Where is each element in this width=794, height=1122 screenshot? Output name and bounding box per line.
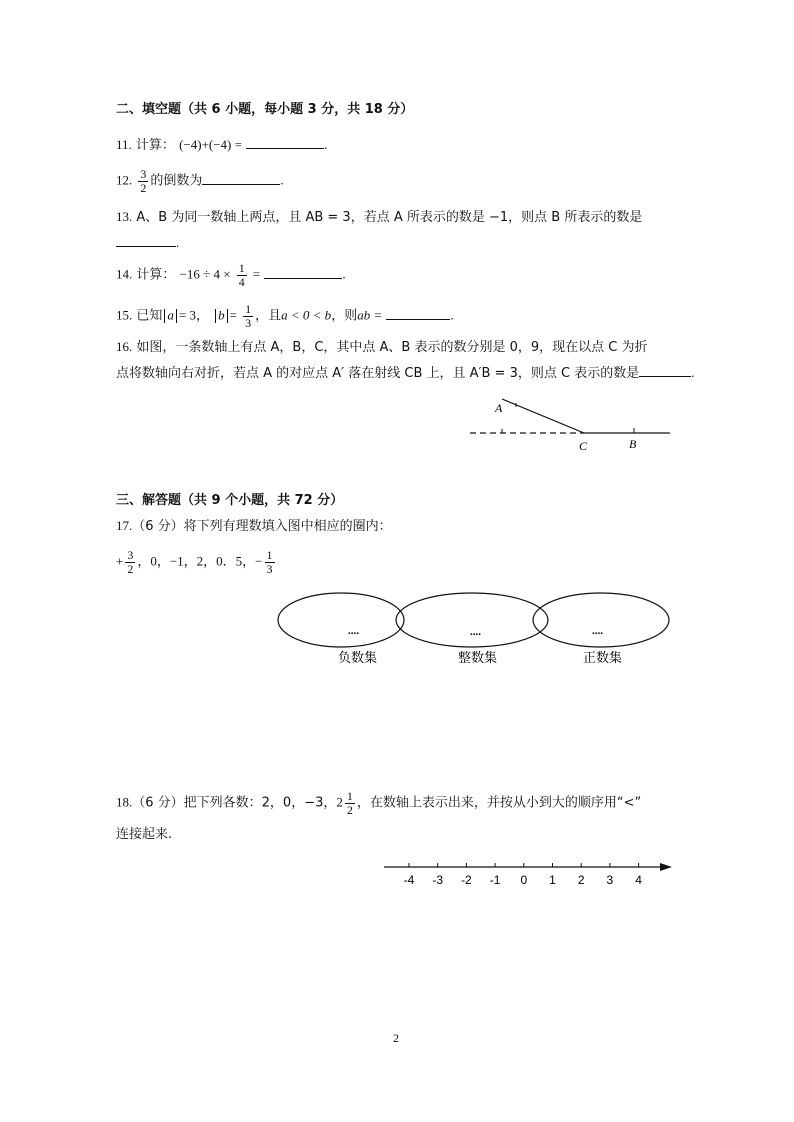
q14-answer-blank[interactable]: [264, 266, 342, 279]
label-c: C: [579, 439, 588, 453]
q17-frac-2: [265, 549, 275, 575]
section-3-title: 三、解答题（共 9 个小题，共 72 分）: [116, 493, 344, 508]
label-b: B: [629, 437, 637, 451]
q17-score: （6 分）: [132, 519, 184, 534]
q12-answer-blank[interactable]: [202, 172, 280, 185]
q15-answer-blank[interactable]: [386, 307, 450, 320]
question-17: [116, 519, 392, 533]
negative-set-dots: ....: [348, 625, 359, 637]
q15-number: 15.: [116, 307, 133, 323]
axis-tick-label: -4: [403, 873, 415, 887]
label-a: A: [495, 401, 503, 415]
integer-set-label: 整数集: [458, 651, 498, 666]
q15-eq1: = 3，: [178, 307, 209, 323]
q18-frac-num: 1: [346, 789, 353, 803]
question-16: [116, 340, 648, 354]
q13-answer-blank[interactable]: [116, 234, 176, 247]
q16-text-line1: 如图，一条数轴上有点 A，B，C，其中点 A、B 表示的数分别是 0，9，现在以点 C 为折: [136, 340, 648, 355]
q11-number: 11.: [116, 137, 132, 152]
q17-frac2-num: 1: [266, 548, 273, 562]
folded-segment: [502, 399, 584, 433]
abs-bar-right-b: [227, 309, 228, 323]
q16-line2: [116, 364, 694, 380]
q15-text-known: 已知: [136, 308, 163, 324]
question-13: [116, 210, 642, 224]
q15-fraction: [243, 303, 253, 329]
positive-set-dots: ....: [592, 625, 603, 637]
q15-text-and: ，且: [255, 308, 282, 324]
q13-number: 13.: [116, 209, 133, 224]
q14-fraction: [237, 262, 247, 288]
q11-period: .: [324, 137, 328, 152]
q12-frac-num: 3: [140, 167, 147, 181]
q15-frac-num: 1: [245, 302, 252, 316]
q17-number-mid: ，0，−1，2，0．5，−: [137, 553, 263, 569]
q17-plus-sign: +: [116, 553, 124, 569]
arrow-right-icon: [660, 863, 672, 871]
q15-ab: ab =: [357, 307, 383, 323]
q15-condition: a < 0 < b: [281, 307, 332, 323]
q18-number-line: [380, 855, 676, 891]
q14-equals: =: [252, 266, 261, 282]
q14-expression: −16 ÷ 4 ×: [179, 266, 231, 282]
integer-set-ellipse[interactable]: [396, 593, 548, 647]
q11-answer-blank[interactable]: [246, 136, 324, 149]
q17-text: 将下列有理数填入图中相应的圈内：: [183, 519, 392, 534]
q11-text: 计算：: [135, 138, 175, 153]
q16-period: .: [691, 365, 695, 380]
q18-mixed-whole: 2: [336, 794, 343, 810]
negative-set-label: 负数集: [338, 651, 378, 666]
q16-text-line2: 点将数轴向右对折，若点 A 的对应点 A′ 落在射线 CB 上，且 A′B = 3，则点 C 表示的数是: [116, 366, 640, 381]
q16-answer-blank[interactable]: [639, 364, 691, 377]
q18-text-line2: 连接起来.: [116, 827, 173, 842]
q13-period: .: [176, 235, 180, 250]
question-15: [116, 303, 454, 329]
q14-number: 14.: [116, 266, 133, 282]
q12-period: .: [280, 172, 284, 188]
q17-number-list: [116, 549, 277, 575]
q15-frac-den: 3: [245, 315, 252, 330]
axis-tick-label: -2: [461, 873, 472, 887]
q17-frac1-den: 2: [127, 561, 134, 576]
axis-tick-label: 1: [549, 873, 556, 887]
q16-fold-diagram: [466, 388, 676, 458]
q17-number: 17.: [116, 518, 133, 533]
q18-text-2: ，在数轴上表示出来，并按从小到大的顺序用“<”: [356, 795, 642, 811]
q16-number: 16.: [116, 339, 133, 354]
positive-set-label: 正数集: [583, 651, 623, 666]
section-2-title: 二、填空题（共 6 小题，每小题 3 分，共 18 分）: [116, 102, 414, 117]
q18-score: （6 分）: [132, 795, 184, 811]
q14-text: 计算：: [136, 267, 176, 283]
integer-set-dots: ....: [470, 626, 481, 638]
q14-frac-num: 1: [238, 261, 245, 275]
q11-expression: (−4)+(−4) =: [179, 137, 242, 152]
q17-venn-diagram: [272, 588, 676, 670]
q12-fraction: [138, 168, 148, 194]
q13-answer-line: [116, 234, 179, 250]
q18-mixed-fraction: [345, 790, 355, 816]
axis-tick-label: -3: [432, 873, 444, 887]
abs-bar-left-a: [164, 309, 165, 323]
q12-number: 12.: [116, 172, 133, 188]
question-14: [116, 262, 346, 288]
page-number: 2: [393, 1031, 399, 1045]
axis-tick-label: -1: [489, 873, 501, 887]
question-12: [116, 168, 284, 194]
q18-number: 18.: [116, 794, 133, 810]
q17-frac-1: [125, 549, 135, 575]
q17-frac1-num: 3: [127, 548, 134, 562]
q12-frac-den: 2: [140, 180, 147, 195]
q13-text: A、B 为同一数轴上两点，且 AB = 3，若点 A 所表示的数是 −1，则点 B 所表示的数是: [136, 210, 643, 225]
q15-text-then: ，则: [331, 308, 358, 324]
q15-var-a: a: [167, 307, 174, 323]
q12-text: 的倒数为: [150, 173, 203, 189]
positive-set-ellipse[interactable]: [533, 593, 669, 647]
axis-tick-label: 2: [577, 873, 585, 887]
q14-period: .: [342, 266, 346, 282]
question-18: [116, 790, 641, 816]
abs-bar-right-a: [176, 309, 177, 323]
q17-frac2-den: 3: [266, 561, 273, 576]
q18-text-1: 把下列各数：2，0，−3，: [183, 795, 337, 811]
axis-tick-label: 4: [635, 873, 642, 887]
negative-set-ellipse[interactable]: [278, 593, 404, 647]
axis-tick-label: 0: [520, 873, 528, 887]
abs-bar-left-b: [215, 309, 216, 323]
axis-tick-label: 3: [606, 873, 614, 887]
q15-eq2: =: [229, 307, 237, 323]
question-11: [116, 136, 327, 152]
q15-var-b: b: [218, 307, 225, 323]
q15-period: .: [450, 307, 454, 323]
q14-frac-den: 4: [238, 274, 245, 289]
q18-frac-den: 2: [346, 802, 353, 817]
